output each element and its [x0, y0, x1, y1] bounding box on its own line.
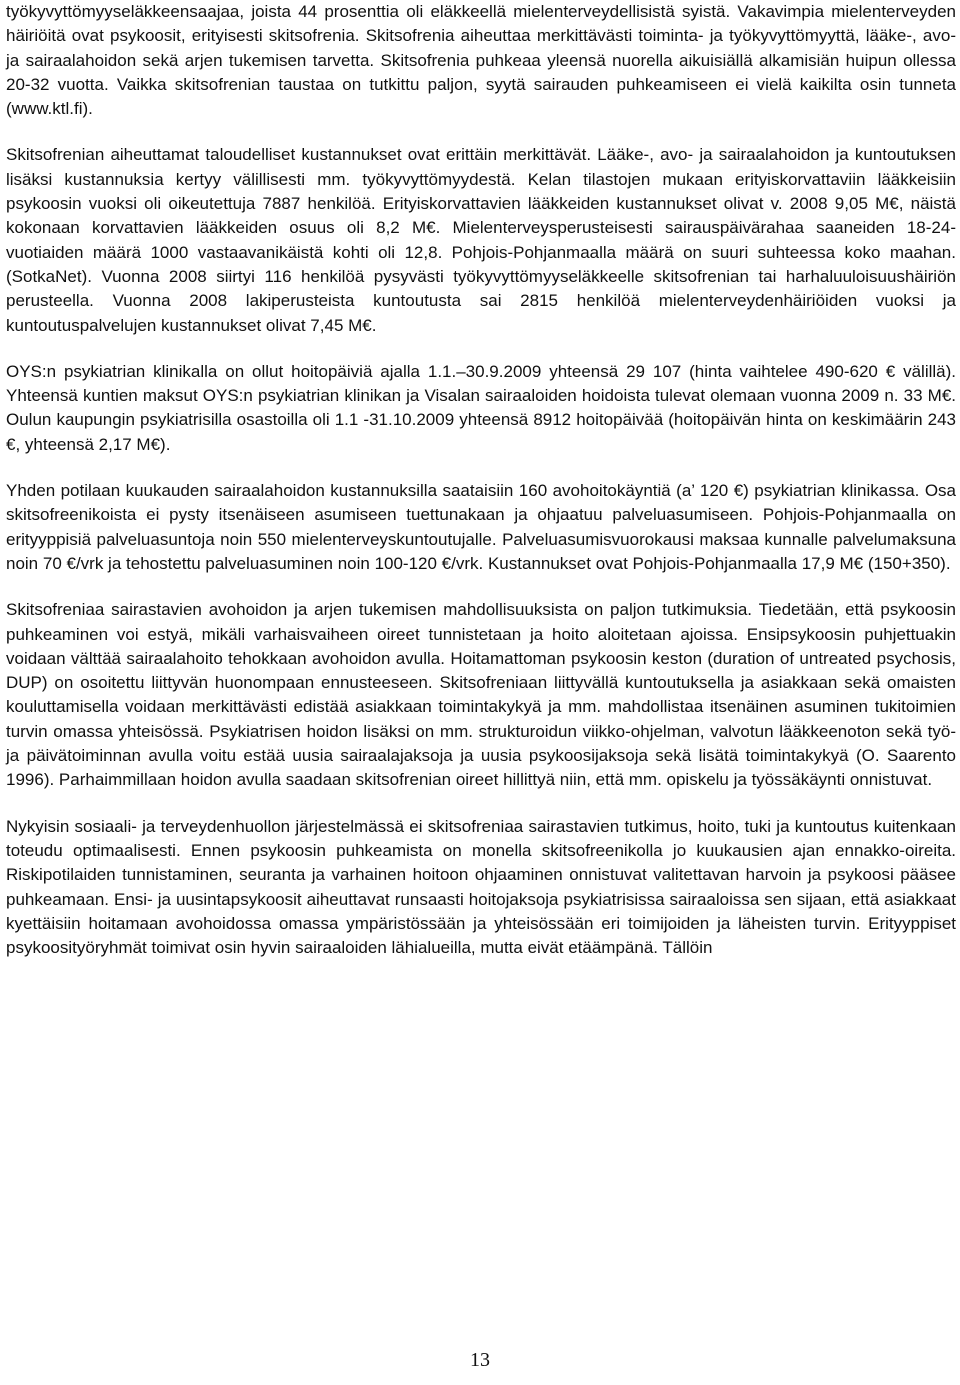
- page-number: 13: [470, 1349, 490, 1371]
- paragraph-6: Nykyisin sosiaali- ja terveydenhuollon järjestelmässä ei skitsofreniaa sairastavien tutkimus, hoito, tuki ja kuntoutus kuitenkaan toteudu optimaalisesti. Ennen psykoosin puhkeamista on monella skitsofreenikolla jo kuukausien ajan ennakko-oireita. Riskipotilaiden tunnistaminen, seuranta ja varhainen hoitoon ohjaaminen onnistuvat valitettavan harvoin ja psykoosi pääsee puhkeamaan. Ensi- ja uusintapsykoosit aiheuttavat runsaasti hoitojaksoja psykiatrisissa sairaaloissa sen sijaan, että asiakkaat kyettäisiin hoitamaan avohoidossa omassa ympäristössään ja yhteisössään eri toimijoiden ja läheisten turvin. Erityyppiset psykoosityöryhmät toimivat osin hyvin sairaaloiden lähialueilla, mutta eivät etäämpänä. Tällöin: [6, 816, 956, 958]
- paragraph-5: Skitsofreniaa sairastavien avohoidon ja arjen tukemisen mahdollisuuksista on paljon tutkimuksia. Tiedetään, että psykoosin puhkeaminen voi estyä, mikäli varhaisvaiheen oireet tunnistetaan ja hoito aloitetaan ajoissa. Ensipsykoosin puhjettuakin voidaan välttää sairaalahoito tehokkaan avohoidon avulla. Hoitamattoman psykoosin keston (duration of untreated psychosis, DUP) on osoitettu liittyvän huonompaan ennusteeseen. Skitsofreniaan liittyvällä kuntoutuksella ja asiakkaan sekä omaisten kouluttamisella voidaan merkittävästi edistää asiakkaan toimintakykyä ja mm. mahdollistaa itsenäinen asuminen tukitoimien turvin omassa yhteisössä. Psykiatrisen hoidon lisäksi on mm. strukturoidun viikko-ohjelman, valvotun lääkkeenoton sekä työ- ja päivätoiminnan avulla voitu estää uusia sairaalajaksoja ja uusia psykoosijaksoja sekä lisätä toimintakykyä (O. Saarento 1996). Parhaimmillaan hoidon avulla saadaan skitsofrenian oireet hillittyä niin, että mm. opiskelu ja työssäkäynti onnistuvat.: [6, 600, 956, 790]
- paragraph-2: Skitsofrenian aiheuttamat taloudelliset kustannukset ovat erittäin merkittävät. Lääke-, avo- ja sairaalahoidon ja kuntoutuksen lisäksi kustannuksia kertyy välillisesti mm. työkyvyttömyydestä. Kelan tilastojen mukaan erityiskorvattaviin lääkkeisiin psykoosin vuoksi oli oikeutettuja 7887 henkilöä. Erityiskorvattavien lääkkeiden kustannukset olivat v. 2008 9,05 M€, näistä kokonaan korvattavien lääkkeiden osuus oli 8,2 M€. Mielenterveysperusteisesti sairauspäivärahaa saaneiden 18-24-vuotiaiden määrä 1000 vastaavanikäistä kohti oli 12,8. Pohjois-Pohjanmaalla määrä on suuri suhteessa koko maahan. (SotkaNet). Vuonna 2008 siirtyi 116 henkilöä pysyvästi työkyvyttömyyseläkkeelle skitsofrenian tai harhaluuloisuushäiriön perusteella. Vuonna 2008 lakiperusteista kuntoutusta sai 2815 henkilöä mielenterveydenhäiriöiden vuoksi ja kuntoutuspalvelujen kustannukset olivat 7,45 M€.: [6, 145, 956, 335]
- paragraph-4: Yhden potilaan kuukauden sairaalahoidon kustannuksilla saataisiin 160 avohoitokäyntiä (a’ 120 €) psykiatrian klinikassa. Osa skitsofreenikoista ei pysty itsenäiseen asumiseen tuettunakaan ja ohjaatuu palveluasumiseen. Pohjois-Pohjanmaalla on erityyppisiä palveluasuntoja noin 550 mielenterveyskuntoutujalle. Palveluasumisvuorokausi maksaa kunnalle palvelumaksuna noin 70 €/vrk ja tehostettu palveluasuminen noin 100-120 €/vrk. Kustannukset ovat Pohjois-Pohjanmaalla 17,9 M€ (150+350).: [6, 481, 956, 573]
- paragraph-1: työkyvyttömyyseläkkeensaajaa, joista 44 prosenttia oli eläkkeellä mielenterveydellisistä syistä. Vakavimpia mielenterveyden häiriöitä ovat psykoosit, erityisesti skitsofrenia. Skitsofrenia aiheuttaa merkittävästi toiminta- ja työkyvyttömyyttä, lääke-, avo- ja sairaalahoidon sekä arjen tukemisen tarvetta. Skitsofrenia puhkeaa yleensä nuorella aikuisiällä alkamisiän huipun ollessa 20-32 vuotta. Vaikka skitsofrenian taustaa on tutkittu paljon, syytä sairauden puhkeamiseen ei vielä kaikilta osin tunneta (www.ktl.fi).: [6, 2, 956, 119]
- paragraph-3: OYS:n psykiatrian klinikalla on ollut hoitopäiviä ajalla 1.1.–30.9.2009 yhteensä 29 107 (hinta vaihtelee 490-620 € välillä). Yhteensä kuntien maksut OYS:n psykiatrian klinikan ja Visalan sairaaloiden hoidoista tulevat olemaan vuonna 2009 n. 33 M€. Oulun kaupungin psykiatrisilla osastoilla oli 1.1 -31.10.2009 yhteensä 8912 hoitopäivää (hoitopäivän hinta on keskimäärin 243 €, yhteensä 2,17 M€).: [6, 361, 956, 454]
